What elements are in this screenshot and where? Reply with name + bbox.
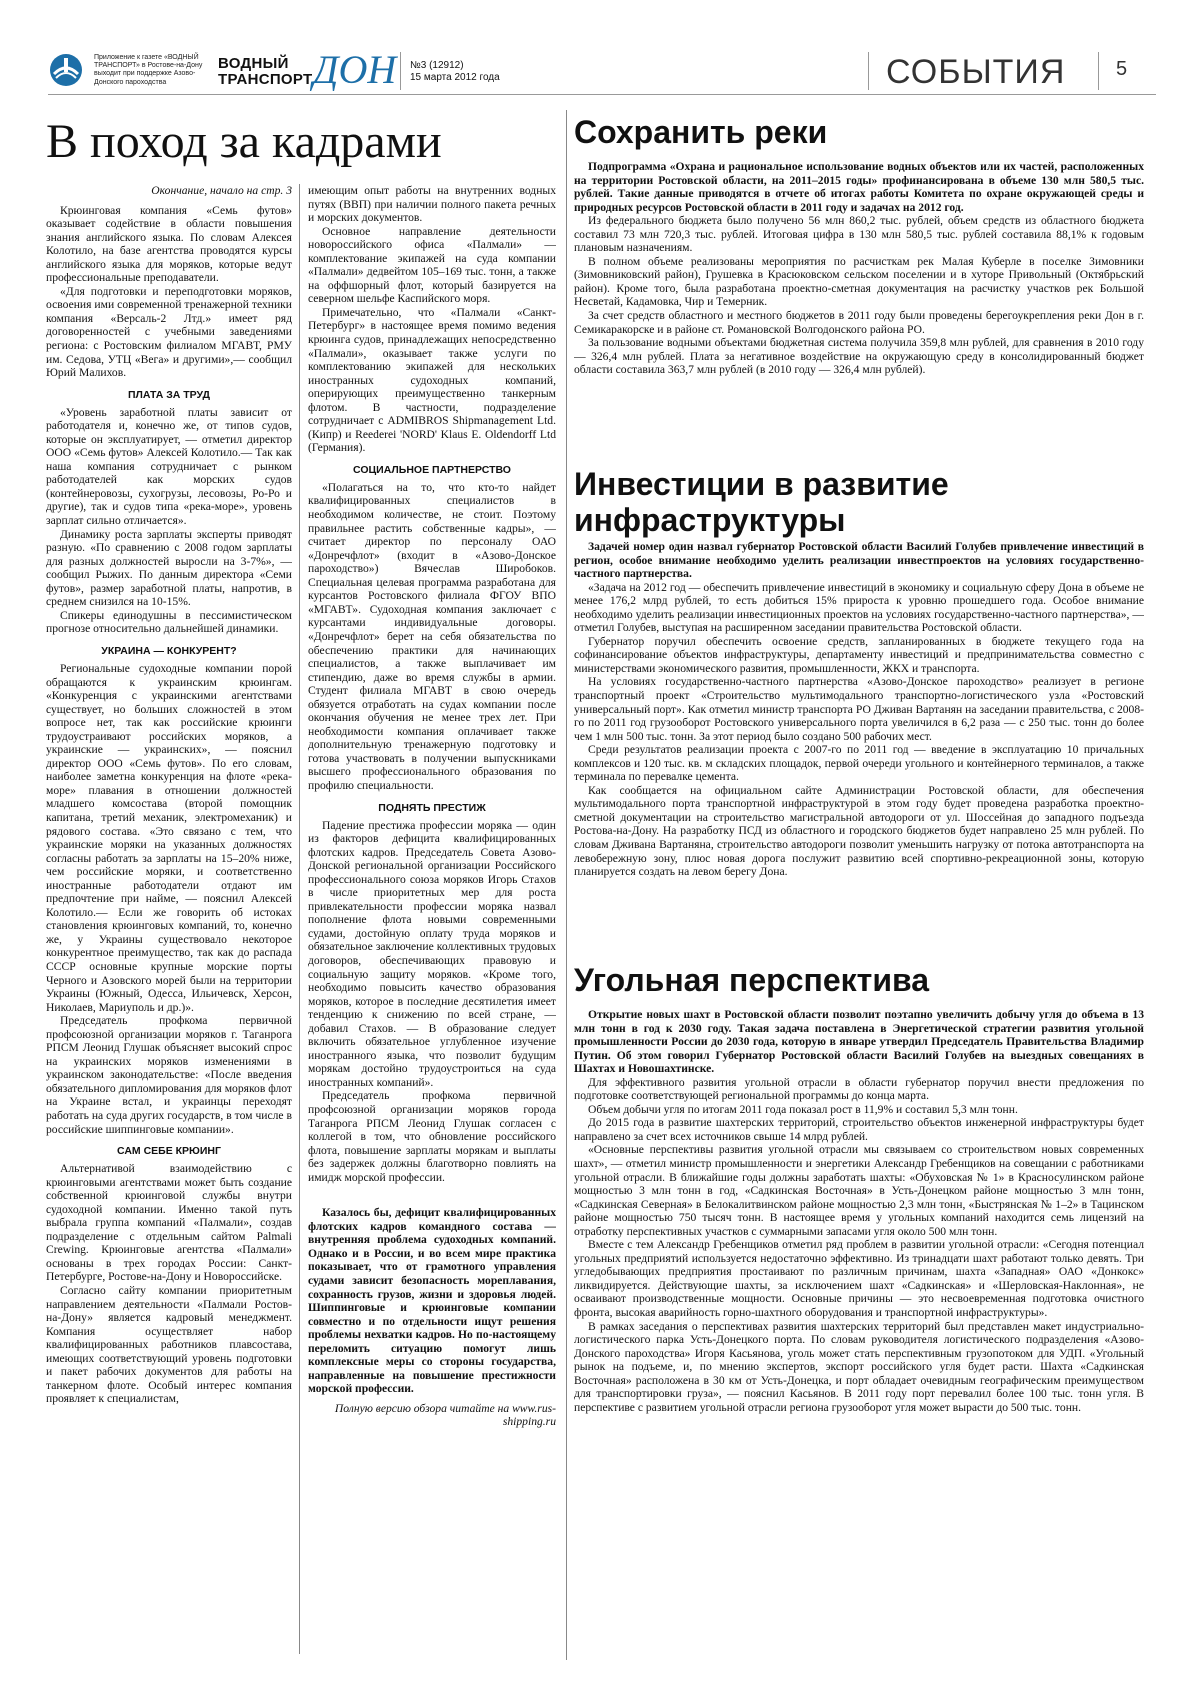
publication-name <box>218 56 312 88</box>
paragraph: «Основные перспективы развития угольной отрасли мы связываем со строительством новых современных шахт», — отметил министр промышленности и энергетики Александр Гребенщиков на совещании с работниками угольной отрасли. В ближайшие годы должны заработать шахты: «Обуховская № 1» в Красносулинском районе мощностью 3 млн тонн в год, «Садкинская Восточная» в Усть-Донецком районе мощностью 3 млн тонн, «Садкинская Северная» в Белокалитвинском районе мощностью 2,3 млн тонн, «Быстрянская № 1–2» в Тацинском районе мощностью 750 тысяч тонн. В настоящее время у угольных компаний находится семь лицензий на отработку перспективных участков с суммарными запасами угля около 500 млн тонн. <box>574 1143 1144 1238</box>
paragraph: «Полагаться на то, что кто-то найдет квалифицированных специалистов в необходимом количестве, не стоит. Поэтому правильнее растить собственные кадры», — считает директор по персоналу ОАО «Донречфлот» (входит в «Азово-Донское пароходство») Вячеслав Широбоков. Специальная целевая программа разработана для курсантов Ростовского филиала ФГОУ ВПО «МГАВТ». Судоходная компания заключает с курсантами индивидуальные договоры. «Донречфлот» берет на себя обязательства по обеспечению практики для начинающих специалистов, а также выплачивает им стипендию, даже во время службы в армии. Студент филиала МГАВТ в свою очередь обязуется отработать на судах компании после окончания обучения не менее трех лет. При необходимости компания оплачивает также дополнительную тренажерную подготовку и готова участвовать в получении выпускниками высшего профессионального образования по профилю специальности. <box>308 480 556 792</box>
publication-name-line1: ВОДНЫЙ <box>218 55 289 72</box>
paragraph: «Для подготовки и переподготовки моряков, освоения ими современной тренажерной техники компания «Версаль-2 Лтд.» имеет ряд договоренностей с учебными заведениями региона: с Ростовским филиалом МГАВТ, РМУ им. Седова, УТЦ «Вега» и другими»,— сообщил Юрий Малихов. <box>46 284 292 380</box>
paragraph: За счет средств областного и местного бюджетов в 2011 году были проведены берегоукрепления реки Дон в г. Семикаракорске и в районе ст. Романовской Волгодонского района РО. <box>574 309 1144 336</box>
issue-number: №3 (12912) <box>410 60 464 71</box>
paragraph: имеющим опыт работы на внутренних водных путях (ВВП) при наличии полного пакета речных и морских документов. <box>308 184 556 225</box>
publication-name-line2: ТРАНСПОРТ <box>218 71 313 88</box>
subheading: СОЦИАЛЬНОЕ ПАРТНЕРСТВО <box>353 463 511 476</box>
article-title-kadry: В поход за кадрами <box>46 115 442 168</box>
lead-paragraph: Казалось бы, дефицит квалифицированных флотских кадров командного состава — внутренняя проблема судоходных компаний. Однако и в России, и во всем мире практика показывает, что от грамотного управления судами зависит безопасность мореплавания, сохранность грузов, жизни и здоровья людей. Шиппинговые и крюинговые компании совместно и по отдельности ищут решения проблемы нехватки кадров. Но по-настоящему переломить ситуацию помогут лишь комплексные меры со стороны государства, направленные на повышение престижности морской профессии. <box>308 1206 556 1396</box>
article-title-ugol: Угольная перспектива <box>574 962 930 998</box>
paragraph: На условиях государственно-частного партнерства «Азово-Донское пароходство» реализует в регионе транспортный проект «Строительство мультимодального транспортно-логистического узла «Ростовский универсальный порт». Как отметил министр транспорта РО Дживан Вартанян на заседании правительства, с 2008-го по 2011 год грузооборот Ростовского универсального порта увеличился в 6,2 раза — с 250 тыс. тонн до более чем 1 млн 500 тыс. тонн. За этот период было создано 500 рабочих мест. <box>574 675 1144 743</box>
masthead <box>48 48 1156 95</box>
paragraph: Спикеры единодушны в пессимистическом прогнозе относительно дальнейшей динамики. <box>46 608 292 636</box>
subheading: САМ СЕБЕ КРЮИНГ <box>117 1145 221 1158</box>
paragraph: Для эффективного развития угольной отрасли в области губернатор поручил внести предложения по подготовке соответствующей региональной программы до конца марта. <box>574 1075 1144 1103</box>
paragraph: Динамику роста зарплаты эксперты приводят разную. «По сравнению с 2008 годом зарплаты для разных должностей выросли на 3-7%», — сообщил Рыжих. По данным директора «Семи футов», размер заработной платы, напротив, в среднем снизился на 10-15%. <box>46 527 292 609</box>
paragraph: Согласно сайту компании приоритетным направлением деятельности «Палмали Ростов-на-Дону» является кадровый менеджмент. Компания осуществляет набор квалифицированных работников плавсостава, имеющих соответствующий уровень подготовки и пакет рабочих документов для работы на танкерном флоте. Особый интерес компания проявляет к специалистам, <box>46 1284 292 1406</box>
paragraph: Региональные судоходные компании порой обращаются к украинским крюингам. «Конкуренция с украинскими агентствами существует, но больших сложностей в этом вопросе нет, так как российские крюинги трудоустраивают российских моряков, а украинские — украинских», — пояснил директор ООО «Семь футов». По его словам, наиболее заметна конкуренция на флоте «река-море» плавания в отношении должностей младшего комсостава (второй помощник капитана, третий механик, электромеханик) и рядового состава. «Это связано с тем, что украинские моряки на указанных должностях согласны работать за зарплаты на 15–20% ниже, чем российские моряки, и соответственно иностранные работодатели отдают им предпочтение при найме, — пояснил Алексей Колотило.— Если же говорить об истоках становления крюинговых компаний, то, конечно же, у Украины существовало некоторое конкурентное преимущество, так как до распада СССР основные крупные морские порты Черного и Азовского морей были на территории Украины (Южный, Одесса, Ильичевск, Херсон, Николаев, Мариуполь и др.)». <box>46 661 292 1014</box>
footnote: Полную версию обзора читайте на www.rus-shipping.ru <box>334 1401 556 1429</box>
paragraph: «Задача на 2012 год — обеспечить привлечение инвестиций в экономику и социальную сферу Дона в объеме не менее 176,2 млрд рублей, то есть добиться 15% прироста к уровню прошедшего года. Особое внимание необходимо уделить реализации инвестиционных проектов на условиях государственно-частного партнерства», — отметил Голубев, выступая на расширенном заседании правительства Ростовской области. <box>574 580 1144 635</box>
paragraph: До 2015 года в развитие шахтерских территорий, строительство объектов инженерной инфраструктуры будет направлено за счет всех источников свыше 14 млрд рублей. <box>574 1116 1144 1143</box>
publisher-note: Приложение к газете «ВОДНЫЙ ТРАНСПОРТ» в Ростове-на-Дону выходит при поддержке Азово-Донского пароходства <box>94 54 203 86</box>
section-title: СОБЫТИЯ <box>886 53 1066 91</box>
paragraph: Среди результатов реализации проекта с 2007-го по 2011 год — введение в эксплуатацию 10 причальных комплексов и 120 тыс. кв. м складских площадок, первой очереди угольного и контейнерного терминалов, а также терминала по перевалке цемента. <box>574 743 1144 784</box>
paragraph: Альтернативой взаимодействию с крюинговыми агентствами может быть создание собственной крюинговой службы внутри судоходной компании. Именно такой путь выбрала группа компаний «Палмали», создав подразделение с отдельным сайтом Palmali Crewing. Крюинговые агентства «Палмали» основаны в трех городах России: Санкт-Петербурге, Ростове-на-Дону и Новороссийске. <box>46 1162 292 1284</box>
paragraph: Падение престижа профессии моряка — один из факторов дефицита квалифицированных флотских кадров. Председатель Совета Азово-Донской региональной организации Российского профессионального союза моряков Игорь Стахов в числе приоритетных мер для роста привлекательности профессии моряка назвал пополнение флота новыми современными судами, достойную оплату труда моряков и обязательное заключение коллективных трудовых договоров, обеспечивающих правовую и социальную защиту моряков. «Кроме того, необходимо повысить качество образования моряков, которое в последние десятилетия имеет тенденцию к снижению по всей стране, — добавил Стахов. — В образование следует включить обязательное углубленное изучение иностранного языка, что позволит будущим морякам достойно трудоустроиться на суда иностранных компаний». <box>308 818 556 1089</box>
article-ugol-body <box>574 1008 1144 1658</box>
paragraph: Губернатор поручил обеспечить освоение средств, запланированных в бюджете текущего года на софинансирование объектов инфраструктуры, департаменту инвестиций и предпринимательства совместно с министерствами экономического развития, промышленности, ЖКХ и транспорта. <box>574 634 1144 675</box>
issue-date: 15 марта 2012 года <box>410 72 500 83</box>
subheading: ПОДНЯТЬ ПРЕСТИЖ <box>378 801 486 814</box>
article-kadry-column-2 <box>308 184 556 1654</box>
column-divider <box>566 110 567 1660</box>
continuation-note: Окончание, начало на стр. 3 <box>151 184 292 197</box>
subheading: ПЛАТА ЗА ТРУД <box>127 388 211 401</box>
masthead-divider <box>400 52 401 90</box>
lead-paragraph: Задачей номер один назвал губернатор Ростовской области Василий Голубев привлечение инвестиций в регион, особое внимание необходимо уделить реализации инвестпроектов на условиях государственно-частного партнерства. <box>574 540 1144 581</box>
paragraph: За пользование водными объектами бюджетная система получила 359,8 млн рублей, для сравнения в 2010 году — 326,4 млн рублей. Плата за негативное воздействие на окружающую среду в консолидированный бюджет области составила 363,7 млн рублей (в 2010 году — 326,4 млн рублей). <box>574 336 1144 377</box>
lead-paragraph: Открытие новых шахт в Ростовской области позволит поэтапно увеличить добычу угля до объема в 13 млн тонн в год к 2030 году. Такая задача поставлена в Энергетической стратегии развития угольной промышленности России до 2030 года, которую в январе утвердил Председатель Правительства Владимир Путин. Об этом говорил Губернатор Ростовской области Василий Голубев на выездных совещаниях в Шахтах и Новошахтинске. <box>574 1008 1144 1076</box>
article-kadry-column-1 <box>46 184 292 1654</box>
paragraph: Председатель профкома первичной профсоюзной организации моряков города Таганрога РПСМ Леонид Глушак согласен с коллегой в том, что обновление российского флота, повышение зарплаты морякам и выплаты без задержек должны благотворно повлиять на имидж морской профессии. <box>308 1089 556 1184</box>
paragraph: Примечательно, что «Палмали «Санкт-Петербург» в настоящее время помимо ведения крюинга судов, принадлежащих непосредственно «Палмали», оказывает также услуги по комплектованию экипажей для нескольких иностранных судоходных компаний, оперирующих преимущественно танкерным флотом. В частности, подразделение сотрудничает с ADMIBROS Shipmanagement Ltd. (Кипр) и Reederei 'NORD' Klaus E. Oldendorff Ltd (Германия). <box>308 305 556 455</box>
page-number: 5 <box>1116 58 1128 80</box>
article-investicii-body <box>574 540 1144 954</box>
paragraph: В рамках заседания о перспективах развития шахтерских территорий был представлен макет индустриально-логистического парка Усть-Донецкого порта. По словам руководителя логистического подразделения «Азово-Донского пароходства» Игоря Касьянова, уголь может стать перспективным грузопотоком для УДП. «Угольный рынок на подъеме, и, по мнению экспертов, экспорт российского угля будет расти. Шахта «Садкинская Восточная» расположена в 30 км от Усть-Донецка, и порт обладает очевидным географическим преимуществом для транспортировки груза», — пояснил Касьянов. В 2011 году порт перевалил более 100 тыс. тонн угля. В перспективе с развитием угольной отрасли региона грузооборот угля может вырасти до 500 тыс. тонн. <box>574 1319 1144 1414</box>
paragraph: Вместе с тем Александр Гребенщиков отметил ряд проблем в развитии угольной отрасли: «Сегодня потенциал угольных предприятий используется недостаточно эффективно. Из тринадцати шахт работают только девять. Три угледобывающих предприятия простаивают по различным причинам, шахта «Западная» ОАО «Донкокс» ликвидируется. Действующие шахты, за исключением шахт «Садкинская» и «Шерловская-Наклонная», не осваивают производственные мощности. Основные причины — это несвоевременная подготовка очистного фронта, высокая аварийность горно-шахтного оборудования и транспортной инфраструктуры». <box>574 1238 1144 1320</box>
paragraph: Как сообщается на официальном сайте Администрации Ростовской области, для обеспечения мультимодального порта транспортной инфраструктурой в этом году будет проведена разработка проектно-сметной документации на строительство магистральной автодороги от ул. Шоссейная до западного подъезда Ростова-на-Дону. На разработку ПСД из областного и городского бюджетов будет направлено 25 млн рублей. По словам Дживана Вартаняна, строительство автодороги позволит уменьшить нагрузку от потока автотранспорта на левобережную зону, плюс новая дорога послужит развитию всей спортивно-рекреационной зоны, которую планируется создать на левом берегу Дона. <box>574 783 1144 879</box>
masthead-divider <box>868 52 869 90</box>
spacer <box>308 1184 556 1206</box>
paragraph: Объем добычи угля по итогам 2011 года показал рост в 11,9% и составил 5,3 млн тонн. <box>588 1102 1018 1116</box>
lead-paragraph: Подпрограмма «Охрана и рациональное использование водных объектов или их частей, расположенных на территории Ростовской области, на 2011–2015 годы» профинансирована в объеме 130 млн 580,5 тыс. рублей. Такие данные приводятся в отчете об итогах работы Комитета по охране окружающей среды и природных ресурсов Ростовской области в 2011 году и задачах на 2012 год. <box>574 160 1144 214</box>
article-title-investicii <box>574 466 949 538</box>
column-divider <box>299 184 300 1654</box>
article-title-reki: Сохранить реки <box>574 114 828 150</box>
anchor-globe-logo-icon <box>48 52 84 88</box>
paragraph: Крюинговая компания «Семь футов» оказывает содействие в области повышения знания английского языка. По словам Алексея Колотило, на базе агентства проводятся курсы английского языка для моряков, которые ведут профессиональные преподаватели. <box>46 203 292 285</box>
paragraph: Председатель профкома первичной профсоюзной организации моряков г. Таганрога РПСМ Леонид Глушак объясняет высокий спрос на украинских моряков изменениями в украинском законодательстве: «После введения обязательного дипломирования для моряков флот на Украине встал, и украинцы переходят работать на суда других государств, в том числе в российские шиппинговые компании». <box>46 1014 292 1136</box>
paragraph: «Уровень заработной платы зависит от работодателя и, конечно же, от типов судов, которые он эксплуатирует, — отметил директор ООО «Семь футов» Алексей Колотило.— Так как наша компания сотрудничает с рынком работодателей как морских судов (контейнеровозы, сухогрузы, лесовозы, Ро-Ро и другие), так и судов типа «река-море», уровень зарплат сильно отличается». <box>46 405 292 528</box>
article-reki-body <box>574 160 1144 460</box>
paragraph: Основное направление деятельности новороссийского офиса «Палмали» — комплектование экипажей на суда компании «Палмали» дедвейтом 105–169 тыс. тонн, а также на оффшорный флот, который базируется на северном шельфе Каспийского моря. <box>308 224 556 306</box>
issue-info <box>410 60 500 84</box>
title-line: Инвестиции в развитие <box>574 466 949 502</box>
paragraph: В полном объеме реализованы мероприятия по расчисткам рек Малая Куберле в поселке Зимовники (Зимовниковский район), Грушевка в Красюковском сельском поселении и в хуторе Привольный (Октябрьский район). Кроме того, была разработана проектно-сметная документация на расчистку участков рек Большой Несветай, Кадамовка, Чир и Темерник. <box>574 254 1144 309</box>
subheading: УКРАИНА — КОНКУРЕНТ? <box>101 644 237 657</box>
masthead-divider <box>1098 52 1099 90</box>
title-line: инфраструктуры <box>574 502 846 538</box>
publication-region: ДОН <box>313 47 397 92</box>
paragraph: Из федерального бюджета было получено 56 млн 860,2 тыс. рублей, объем средств из областного бюджета составил 73 млн 720,3 тыс. рублей. Итоговая цифра в 130 млн 580,5 тыс. рублей составила 88,1% к годовым плановым назначениям. <box>574 214 1144 255</box>
